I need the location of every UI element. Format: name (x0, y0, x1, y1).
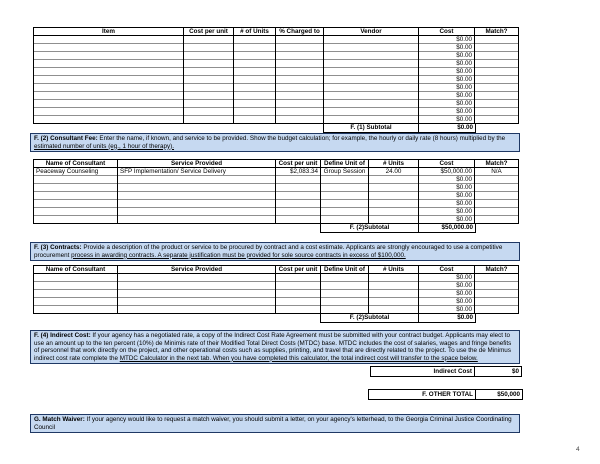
column-header: % Charged to (276, 28, 324, 36)
table-header-row (34, 160, 519, 168)
table-cell (475, 84, 519, 92)
table-cell (276, 76, 324, 84)
contracts-note-title: F. (3) Contracts: (34, 244, 82, 251)
table-cell: $0.00 (419, 60, 475, 68)
table-cell (276, 84, 324, 92)
table-cell: $0.00 (419, 274, 475, 282)
table-cell (276, 192, 321, 200)
table-cell (234, 44, 276, 52)
table-cell (475, 68, 519, 76)
consultant-fee-note-body-underlined: estimated number of units (eg., 1 hour of therapy). (34, 142, 175, 150)
column-header: Name of Consultant (34, 160, 118, 168)
table-cell (34, 36, 184, 44)
table-cell: 24.00 (369, 168, 419, 176)
table-cell (34, 44, 184, 52)
match-waiver-note (30, 414, 520, 433)
table-row (34, 290, 519, 298)
table-cell (324, 76, 419, 84)
table-cell: $0.00 (419, 68, 475, 76)
contracts-section (33, 265, 518, 323)
table-row (34, 68, 519, 76)
table-row (34, 298, 519, 306)
table-cell: $0.00 (419, 216, 475, 224)
consultant-fee-note-title: F. (2) Consultant Fee: (34, 135, 98, 142)
table-cell (34, 208, 118, 216)
table-cell (34, 290, 118, 298)
column-header: Name of Consultant (34, 266, 118, 274)
table-cell (321, 184, 369, 192)
table-cell (34, 100, 184, 108)
table-cell: $0.00 (419, 184, 475, 192)
table-cell (184, 116, 234, 124)
table-cell (234, 92, 276, 100)
table-cell (324, 60, 419, 68)
table-cell (34, 184, 118, 192)
table-cell (475, 92, 519, 100)
table-cell: $0.00 (419, 52, 475, 60)
table-row (34, 282, 519, 290)
table-cell (234, 68, 276, 76)
table-cell (276, 274, 321, 282)
column-header: Cost (419, 160, 475, 168)
contracts-note (30, 242, 520, 261)
table-cell (234, 84, 276, 92)
table-cell (184, 68, 234, 76)
column-header: Define Unit of (321, 266, 369, 274)
table-cell (118, 290, 276, 298)
table-cell (34, 92, 184, 100)
match-waiver-note-title: G. Match Waiver: (34, 416, 85, 423)
column-header: Match? (475, 28, 519, 36)
table-cell (276, 290, 321, 298)
table-cell (475, 200, 519, 208)
table-cell (475, 290, 519, 298)
indirect-cost-value: $0 (474, 367, 521, 376)
f3-subtotal-label: F. (2)Subtotal (349, 314, 390, 321)
table-cell (475, 36, 519, 44)
other-items-section (33, 27, 518, 133)
table-cell: $0.00 (419, 100, 475, 108)
table-cell (324, 52, 419, 60)
table-cell (276, 36, 324, 44)
table-cell: $0.00 (419, 208, 475, 216)
column-header: # Units (369, 266, 419, 274)
table-cell: $0.00 (419, 84, 475, 92)
table-row (34, 92, 519, 100)
table-cell (34, 108, 184, 116)
table-cell (34, 274, 118, 282)
other-total-row (368, 389, 523, 400)
table-row (34, 176, 519, 184)
table-cell (475, 216, 519, 224)
table-row (34, 76, 519, 84)
f1-subtotal-row (323, 123, 476, 133)
table-cell (475, 298, 519, 306)
f2-subtotal-row (320, 223, 476, 233)
table-cell (475, 192, 519, 200)
table-row (34, 274, 519, 282)
table-cell (369, 200, 419, 208)
indirect-cost-row (370, 366, 522, 377)
table-cell: $0.00 (419, 290, 475, 298)
table-cell (276, 116, 324, 124)
table-cell: $0.00 (419, 92, 475, 100)
table-row (34, 84, 519, 92)
indirect-cost-note-title: F. (4) Indirect Cost: (34, 332, 91, 339)
f3-subtotal-value: $0.00 (418, 314, 475, 322)
table-cell (276, 306, 321, 314)
table-cell (184, 52, 234, 60)
table-cell (321, 192, 369, 200)
table-cell: $0.00 (419, 306, 475, 314)
table-cell (321, 200, 369, 208)
table-cell: $0.00 (419, 282, 475, 290)
table-cell (475, 52, 519, 60)
table-cell (321, 176, 369, 184)
table-cell (234, 100, 276, 108)
column-header: Cost (419, 266, 475, 274)
table-cell (276, 208, 321, 216)
table-cell (118, 298, 276, 306)
table-cell (475, 100, 519, 108)
table-cell (234, 116, 276, 124)
table-cell (475, 306, 519, 314)
table-cell: $0.00 (419, 298, 475, 306)
column-header: Item (34, 28, 184, 36)
column-header: Service Provided (118, 266, 276, 274)
table-cell (118, 274, 276, 282)
f1-subtotal-label: F. (1) Subtotal (350, 124, 392, 131)
table-cell (276, 60, 324, 68)
table-cell: $0.00 (419, 44, 475, 52)
table-cell (118, 192, 276, 200)
table-cell (369, 192, 419, 200)
column-header: Cost per unit (276, 160, 321, 168)
column-header: Cost per unit (184, 28, 234, 36)
table-cell (184, 60, 234, 68)
table-row (34, 44, 519, 52)
table-row (34, 208, 519, 216)
consultant-section (33, 159, 518, 233)
table-cell (369, 282, 419, 290)
column-header: Match? (475, 266, 519, 274)
table-cell (34, 192, 118, 200)
table-row (34, 192, 519, 200)
table-cell (276, 216, 321, 224)
indirect-cost-note (30, 330, 520, 364)
table-cell (34, 76, 184, 84)
table-cell: $2,083.34 (276, 168, 321, 176)
f2-subtotal-label: F. (2)Subtotal (349, 224, 390, 231)
table-cell (118, 200, 276, 208)
table-cell (369, 274, 419, 282)
table-cell (369, 290, 419, 298)
table-cell (118, 176, 276, 184)
table-cell: Peaceway Counseling (34, 168, 118, 176)
table-cell (118, 184, 276, 192)
table-cell (475, 76, 519, 84)
table-row (34, 108, 519, 116)
table-cell (184, 84, 234, 92)
column-header: # of Units (234, 28, 276, 36)
table-cell (276, 200, 321, 208)
table-cell (234, 60, 276, 68)
table-cell (34, 116, 184, 124)
table-cell (475, 44, 519, 52)
table-cell (34, 306, 118, 314)
consultant-fee-note (30, 133, 520, 152)
table-cell: SFP Implementation/ Service Delivery (118, 168, 276, 176)
table-cell: Group Session (321, 168, 369, 176)
table-cell (324, 44, 419, 52)
column-header: # Units (369, 160, 419, 168)
table-cell (276, 100, 324, 108)
table-cell (34, 216, 118, 224)
match-waiver-note-body: If your agency would like to request a match waiver, you should submit a letter, on your agency's letterhead, to the Georgia Criminal Justice Coordinating Council (34, 416, 512, 431)
table-cell (276, 298, 321, 306)
table-row (34, 184, 519, 192)
table-cell (321, 274, 369, 282)
table-row (34, 36, 519, 44)
table-cell (118, 216, 276, 224)
contracts-note-body: Provide a description of the product or service to be procured by contract and a cost estimate. Applicants are strongly encouraged to use a competitive procurement (34, 244, 503, 259)
table-cell (321, 208, 369, 216)
table-cell (184, 44, 234, 52)
indirect-cost-note-body: If your agency has a negotiated rate, a copy of the Indirect Cost Rate Agreement must be submitted with your contract budget. Applicants may elect to use an amount up to the ten percent (10%) de Minimis rate of their Modified Total Direct Costs (MTDC) base. MTDC includes the cost of salaries, wages and fringe benefits of personnel that work directly on the project, and other operational costs such as supplies, printing, and travel that are directly related to the project. To use the de Minimus indirect cost rate complete the (34, 332, 512, 362)
table-cell (475, 176, 519, 184)
column-header: Match? (475, 160, 519, 168)
column-header: Vendor (324, 28, 419, 36)
table-cell (118, 208, 276, 216)
consultant-table (33, 159, 519, 224)
table-cell (34, 60, 184, 68)
f2-subtotal-value: $50,000.00 (418, 224, 475, 232)
indirect-cost-note-body-underlined: MTDC Calculator in the next tab. When you have completed this calculator, the total indirect cost will transfer to the space below. (119, 354, 478, 362)
table-cell (184, 76, 234, 84)
other-items-table (33, 27, 519, 124)
column-header: Service Provided (118, 160, 276, 168)
table-cell (475, 274, 519, 282)
table-cell: $50,000.00 (419, 168, 475, 176)
table-cell (34, 68, 184, 76)
table-cell (321, 282, 369, 290)
table-row (34, 168, 519, 176)
column-header: Define Unit of (321, 160, 369, 168)
table-cell (276, 184, 321, 192)
table-cell (276, 44, 324, 52)
table-row (34, 100, 519, 108)
table-cell (324, 92, 419, 100)
table-cell (324, 100, 419, 108)
table-row (34, 52, 519, 60)
table-cell (324, 108, 419, 116)
table-cell (276, 92, 324, 100)
table-row (34, 60, 519, 68)
f3-subtotal-row (320, 313, 476, 323)
table-cell (34, 52, 184, 60)
table-cell (475, 282, 519, 290)
table-cell: $0.00 (419, 108, 475, 116)
table-row (34, 200, 519, 208)
table-cell (184, 92, 234, 100)
table-cell (34, 282, 118, 290)
table-cell: $0.00 (419, 192, 475, 200)
table-cell (475, 116, 519, 124)
contracts-table (33, 265, 519, 314)
table-cell (324, 36, 419, 44)
table-cell (184, 100, 234, 108)
table-cell (276, 176, 321, 184)
table-cell (34, 200, 118, 208)
table-cell (369, 208, 419, 216)
table-cell: $0.00 (419, 36, 475, 44)
table-cell (475, 208, 519, 216)
table-cell (475, 184, 519, 192)
table-cell (321, 290, 369, 298)
table-cell (369, 176, 419, 184)
table-cell (118, 306, 276, 314)
table-cell (234, 52, 276, 60)
table-cell: $0.00 (419, 200, 475, 208)
table-cell (234, 76, 276, 84)
table-cell (276, 52, 324, 60)
table-cell (34, 176, 118, 184)
table-cell: $0.00 (419, 176, 475, 184)
f1-subtotal-value: $0.00 (418, 124, 475, 132)
other-total-label: F. OTHER TOTAL (422, 391, 473, 398)
page-number: 4 (576, 446, 580, 453)
table-cell (475, 60, 519, 68)
table-cell (276, 282, 321, 290)
table-cell (234, 108, 276, 116)
column-header: Cost (419, 28, 475, 36)
table-header-row (34, 28, 519, 36)
table-cell: N/A (475, 168, 519, 176)
table-cell (475, 108, 519, 116)
table-cell (321, 298, 369, 306)
other-total-value: $50,000 (475, 390, 522, 399)
consultant-fee-note-body: Enter the name, if known, and service to be provided. Show the budget calculation; for example, the hourly or daily rate (8 hours) multiplied by the (97, 135, 506, 142)
contracts-note-body-underlined: process in awarding contracts. A separate justification must be provided for sole source contracts in excess of $100,000. (71, 251, 406, 259)
table-cell (276, 68, 324, 76)
table-cell (34, 84, 184, 92)
table-cell (118, 282, 276, 290)
column-header: Cost per unit (276, 266, 321, 274)
table-header-row (34, 266, 519, 274)
table-cell (324, 68, 419, 76)
indirect-cost-label: Indirect Cost (433, 368, 472, 375)
table-cell (369, 184, 419, 192)
table-cell (369, 298, 419, 306)
table-cell (184, 36, 234, 44)
table-cell (234, 36, 276, 44)
table-cell (276, 108, 324, 116)
table-cell (184, 108, 234, 116)
table-cell (324, 84, 419, 92)
table-cell (34, 298, 118, 306)
table-cell: $0.00 (419, 76, 475, 84)
table-cell: $0.00 (419, 116, 475, 124)
